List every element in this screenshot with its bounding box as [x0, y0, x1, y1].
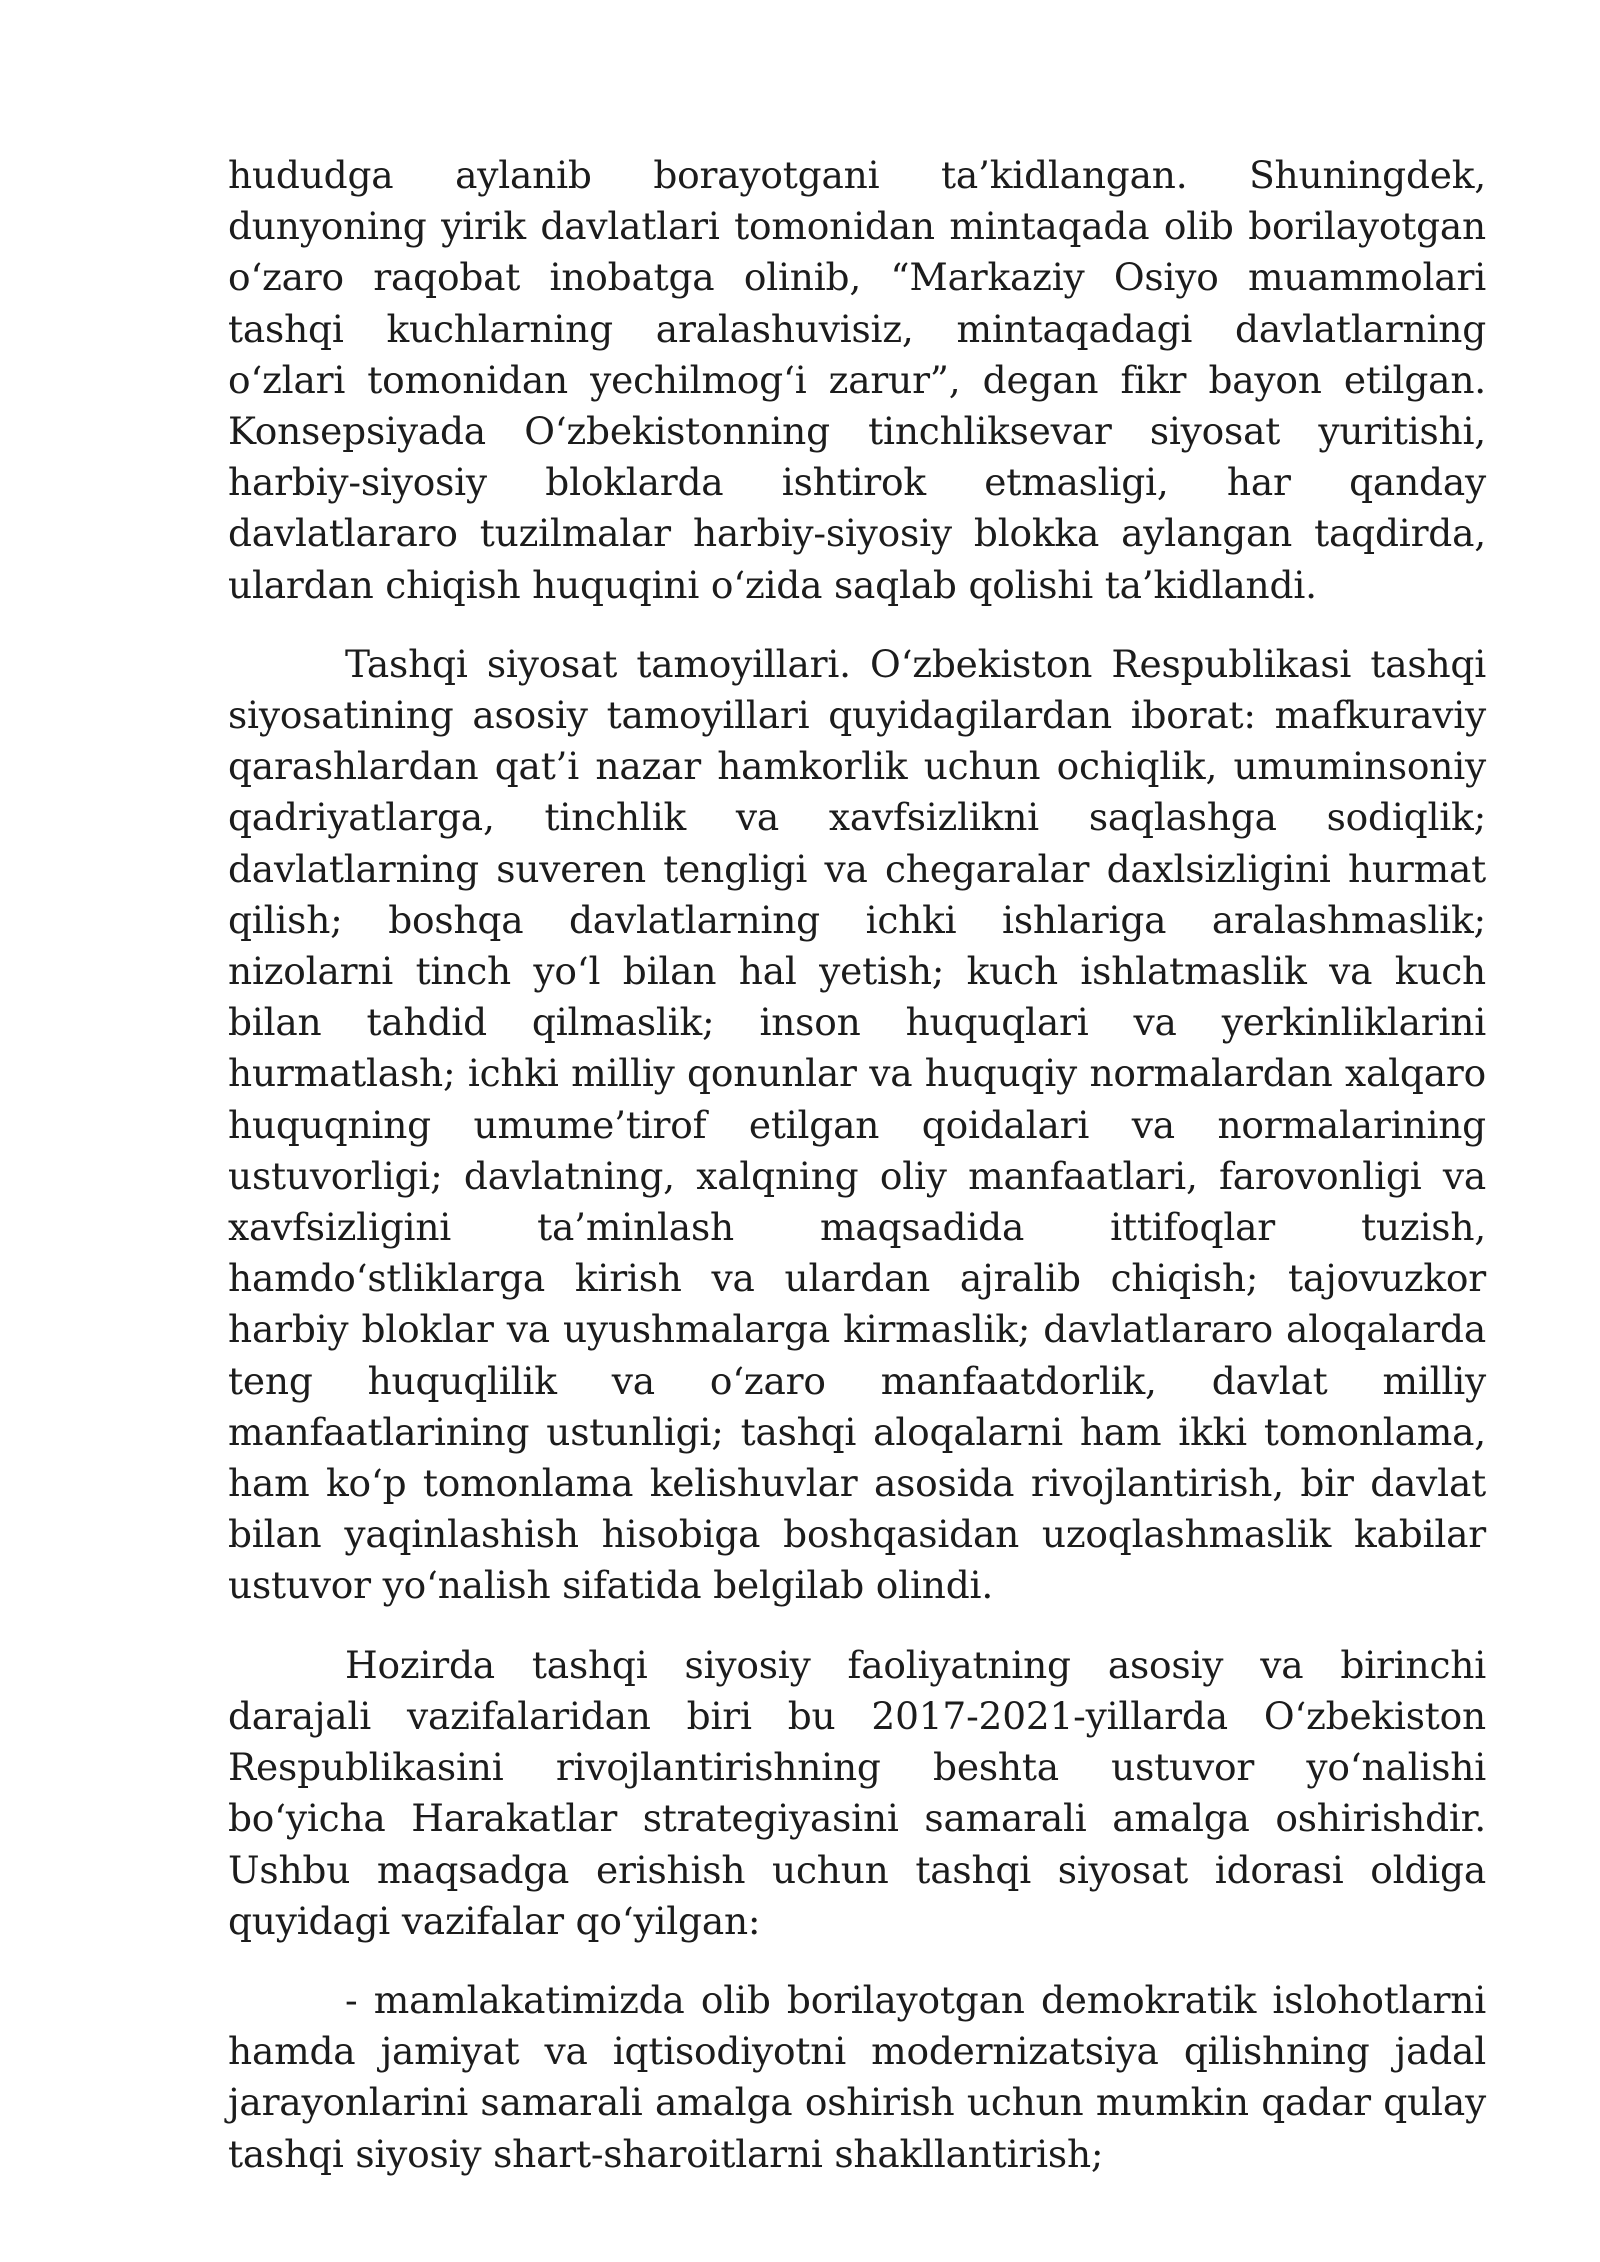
list-item-first-task: - mamlakatimizda olib borilayotgan demokratik islohotlarni hamda jamiyat va iqtisodiyotni modernizatsiya qilishning jadal jarayonlarini samarali amalga oshirish uchun mumkin qadar qulay tashqi siyosiy shart-sharoitlarni shakllantirish;: [228, 1977, 1486, 2176]
document-page: [228, 150, 1486, 2208]
paragraph-current-tasks: Hozirda tashqi siyosiy faoliyatning asosiy va birinchi darajali vazifalaridan biri bu 2017-2021-yillarda O‘zbekiston Respublikasini rivojlantirishning beshta ustuvor yo‘nalishi bo‘yicha Harakatlar strategiyasini samarali amalga oshirishdir. Ushbu maqsadga erishish uchun tashqi siyosat idorasi oldiga quyidagi vazifalar qo‘yilgan:: [228, 1642, 1486, 1943]
paragraph-foreign-policy-principles: Tashqi siyosat tamoyillari. O‘zbekiston Respublikasi tashqi siyosatining asosiy tamoyillari quyidagilardan iborat: mafkuraviy qarashlardan qat’i nazar hamkorlik uchun ochiqlik, umuminsoniy qadriyatlarga, tinchlik va xavfsizlikni saqlashga sodiqlik; davlatlarning suveren tengligi va chegaralar daxlsizligini hurmat qilish; boshqa davlatlarning ichki ishlariga aralashmaslik; nizolarni tinch yo‘l bilan hal yetish; kuch ishlatmaslik va kuch bilan tahdid qilmaslik; inson huquqlari va yerkinliklarini hurmatlash; ichki milliy qonunlar va huquqiy normalardan xalqaro huquqning umume’tirof etilgan qoidalari va normalarining ustuvorligi; davlatning, xalqning oliy manfaatlari, farovonligi va xavfsizligini ta’minlash maqsadida ittifoqlar tuzish, hamdo‘stliklarga kirish va ulardan ajralib chiqish; tajovuzkor harbiy bloklar va uyushmalarga kirmaslik; davlatlararo aloqalarda teng huquqlilik va o‘zaro manfaatdorlik, davlat milliy manfaatlarining ustunligi; tashqi aloqalarni ham ikki tomonlama, ham ko‘p tomonlama kelishuvlar asosida rivojlantirish, bir davlat bilan yaqinlashish hisobiga boshqasidan uzoqlashmaslik kabilar ustuvor yo‘nalish sifatida belgilab olindi.: [228, 641, 1486, 1608]
paragraph-concept-summary: hududga aylanib borayotgani ta’kidlangan. Shuningdek, dunyoning yirik davlatlari tomonidan mintaqada olib borilayotgan o‘zaro raqobat inobatga olinib, “Markaziy Osiyo muammolari tashqi kuchlarning aralashuvisiz, mintaqadagi davlatlarning o‘zlari tomonidan yechilmog‘i zarur”, degan fikr bayon etilgan. Konsepsiyada O‘zbekistonning tinchliksevar siyosat yuritishi, harbiy-siyosiy bloklarda ishtirok etmasligi, har qanday davlatlararo tuzilmalar harbiy-siyosiy blokka aylangan taqdirda, ulardan chiqish huquqini o‘zida saqlab qolishi ta’kidlandi.: [228, 153, 1486, 607]
